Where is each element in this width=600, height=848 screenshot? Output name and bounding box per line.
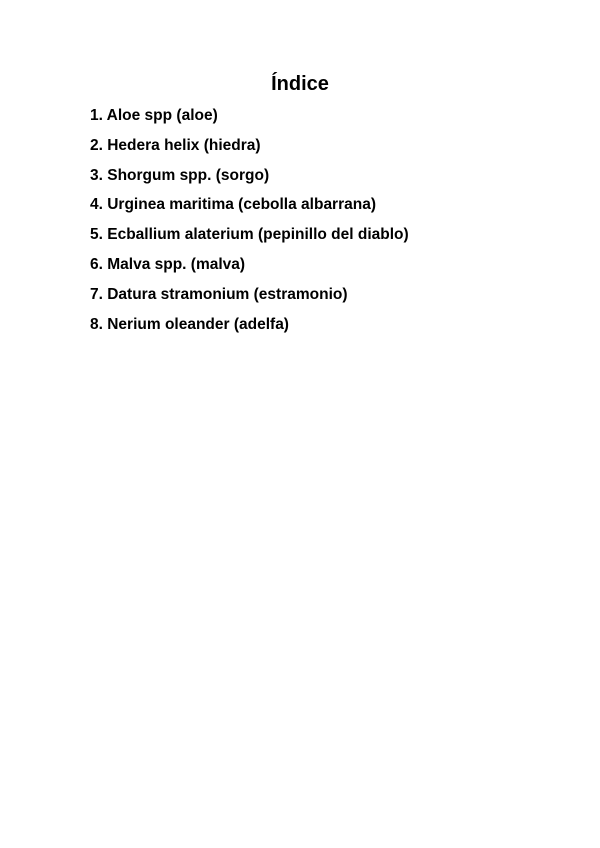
table-of-contents bbox=[90, 106, 409, 344]
toc-item-4: 4. Urginea maritima (cebolla albarrana) bbox=[90, 196, 376, 214]
toc-item-5: 5. Ecballium alaterium (pepinillo del diablo) bbox=[90, 226, 409, 244]
toc-item-6: 6. Malva spp. (malva) bbox=[90, 255, 246, 273]
toc-item-7: 7. Datura stramonium (estramonio) bbox=[90, 285, 348, 303]
toc-item-3: 3. Shorgum spp. (sorgo) bbox=[90, 166, 270, 184]
toc-item-8: 8. Nerium oleander (adelfa) bbox=[90, 315, 289, 333]
toc-item-1: 1. Aloe spp (aloe) bbox=[90, 107, 218, 124]
page-title: Índice bbox=[271, 73, 329, 95]
toc-item-2: 2. Hedera helix (hiedra) bbox=[90, 136, 261, 154]
